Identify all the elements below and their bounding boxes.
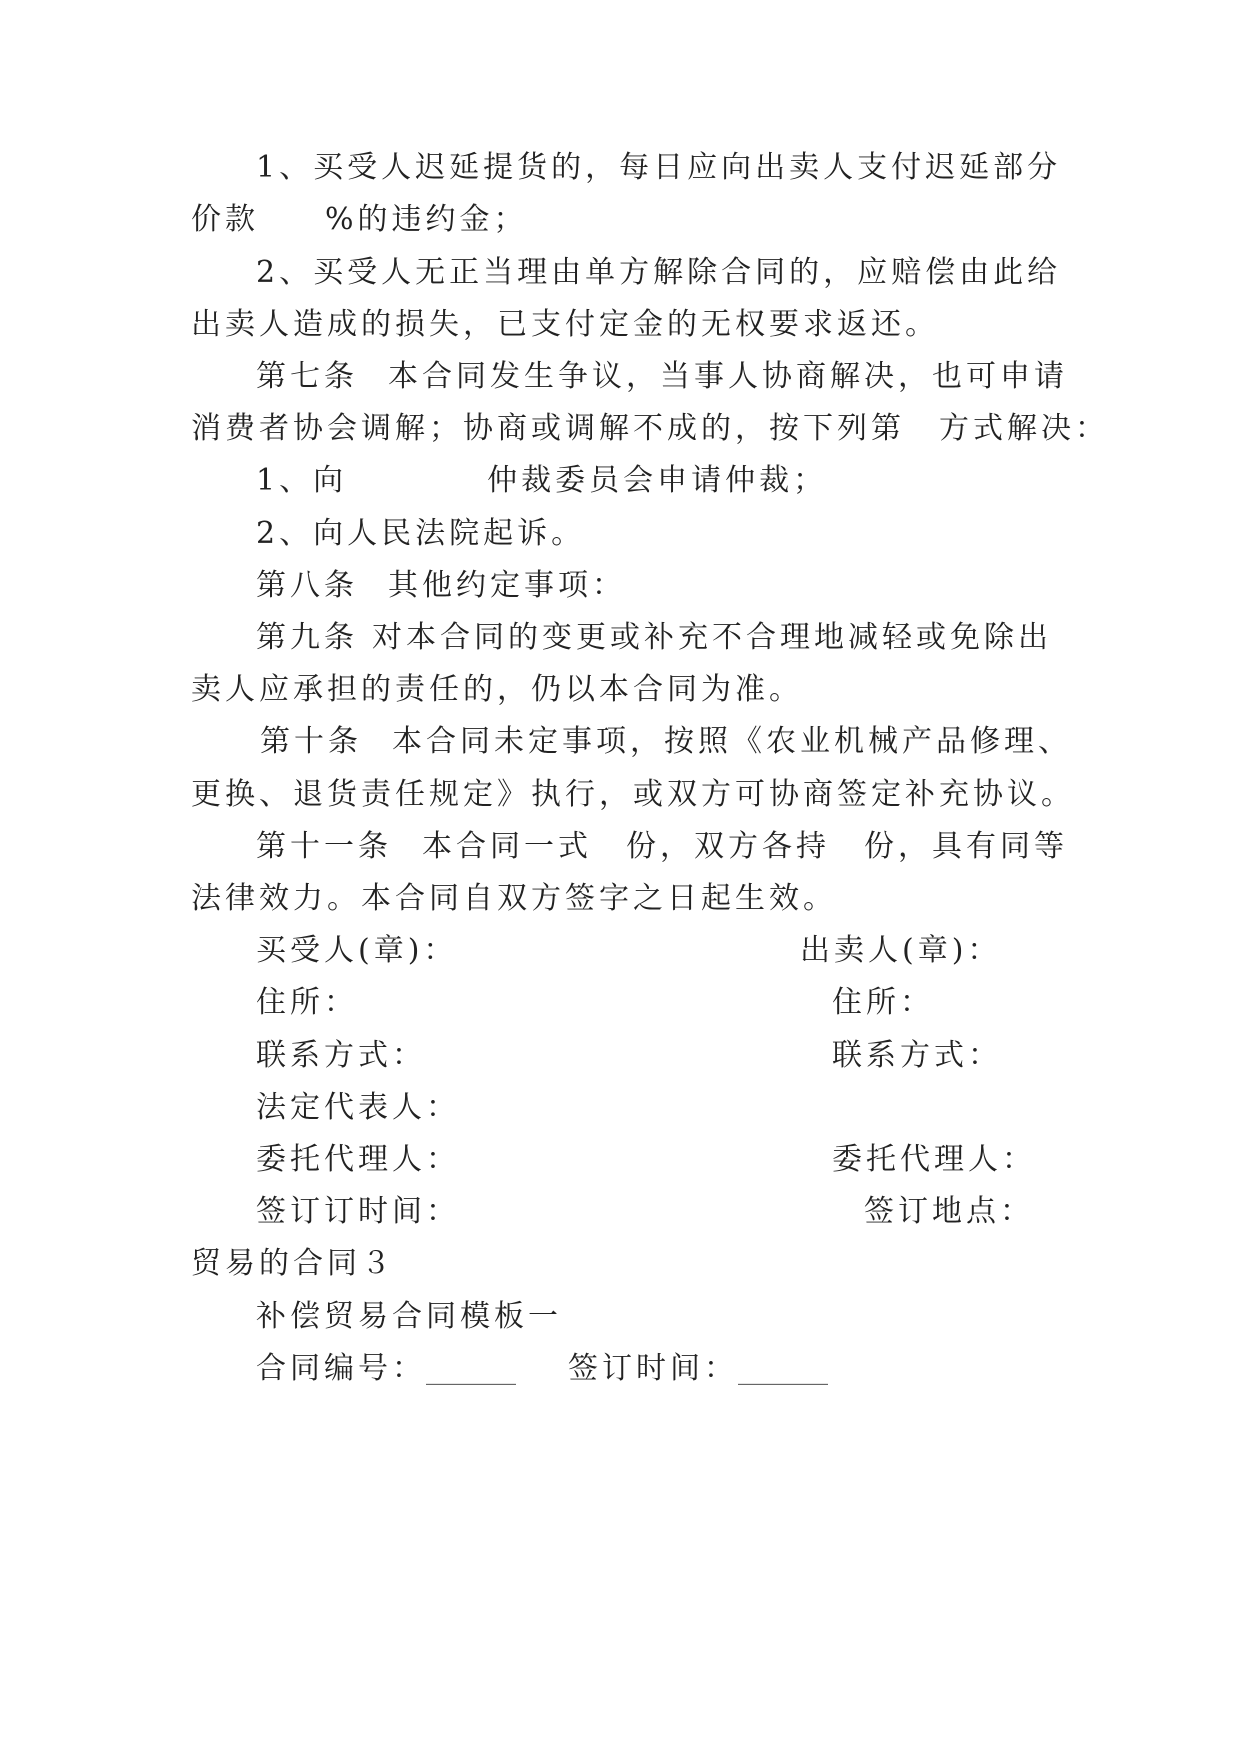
- section-title: 贸易的合同３: [191, 1246, 395, 1281]
- text-fragment: 份，具有同等: [864, 829, 1068, 864]
- contract-meta-line: [256, 1349, 828, 1389]
- legal-rep-label: 法定代表人：: [256, 1090, 460, 1125]
- article-number: 第七条: [256, 359, 358, 394]
- paragraph-line: 2、向人民法院起诉。: [256, 516, 586, 551]
- text-fragment: 其他约定事项：: [388, 568, 626, 603]
- seller-agent-label: 委托代理人：: [832, 1142, 1036, 1177]
- seller-seal-label: 出卖人(章)：: [800, 933, 1002, 968]
- paragraph-line: 更换、退货责任规定》执行，或双方可协商签定补充协议。: [191, 777, 1075, 812]
- text-fragment: 本合同发生争议，当事人协商解决，也可申请: [388, 359, 1068, 394]
- buyer-contact-label: 联系方式：: [256, 1038, 426, 1073]
- paragraph-line: [191, 200, 528, 240]
- paragraph-line: 2、买受人无正当理由单方解除合同的，应赔偿由此给: [256, 255, 1062, 290]
- text-fragment: 方式解决：: [939, 411, 1109, 446]
- article-number: 第九条: [256, 620, 358, 655]
- text-fragment: 本合同未定事项，按照《农业机械产品修理、: [392, 724, 1072, 759]
- article-number: 第十条: [260, 724, 362, 759]
- paragraph-line: [260, 722, 1072, 762]
- text-fragment: 1、向: [256, 463, 348, 498]
- seller-address-label: 住所：: [832, 985, 934, 1020]
- sign-time-label-2: 签订时间：: [568, 1351, 738, 1386]
- paragraph-line: [256, 618, 1052, 658]
- paragraph-line: [256, 566, 626, 606]
- buyer-address-label: 住所：: [256, 985, 358, 1020]
- text-fragment: 本合同一式: [422, 829, 592, 864]
- contract-no-label: 合同编号：: [256, 1351, 426, 1386]
- paragraph-line: [191, 409, 1109, 449]
- buyer-seal-label: 买受人(章)：: [256, 933, 458, 968]
- buyer-agent-label: 委托代理人：: [256, 1142, 460, 1177]
- seller-contact-label: 联系方式：: [832, 1038, 1002, 1073]
- text-fragment: %的违约金；: [325, 202, 528, 237]
- text-fragment: 份，双方各持: [626, 829, 830, 864]
- text-fragment: 价款: [191, 202, 259, 237]
- sign-time-value: ______: [738, 1351, 828, 1386]
- paragraph-line: 1、买受人迟延提货的，每日应向出卖人支付迟延部分: [256, 150, 1062, 185]
- paragraph-line: 出卖人造成的损失，已支付定金的无权要求返还。: [191, 307, 939, 342]
- paragraph-line: 法律效力。本合同自双方签字之日起生效。: [191, 881, 837, 916]
- text-fragment: 对本合同的变更或补充不合理地减轻或免除出: [372, 620, 1052, 655]
- sign-time-label: 签订订时间：: [256, 1194, 460, 1229]
- article-number: 第十一条: [256, 829, 392, 864]
- sign-place-label: 签订地点：: [864, 1194, 1034, 1229]
- paragraph-line: [256, 461, 827, 501]
- paragraph-line: [256, 357, 1068, 397]
- article-number: 第八条: [256, 568, 358, 603]
- paragraph-line: 卖人应承担的责任的，仍以本合同为准。: [191, 672, 803, 707]
- contract-no-value: ______: [426, 1351, 516, 1386]
- template-title: 补偿贸易合同模板一: [256, 1299, 562, 1334]
- text-fragment: 仲裁委员会申请仲裁；: [487, 463, 828, 498]
- text-fragment: 消费者协会调解；协商或调解不成的，按下列第: [191, 411, 905, 446]
- paragraph-line: [256, 827, 1068, 867]
